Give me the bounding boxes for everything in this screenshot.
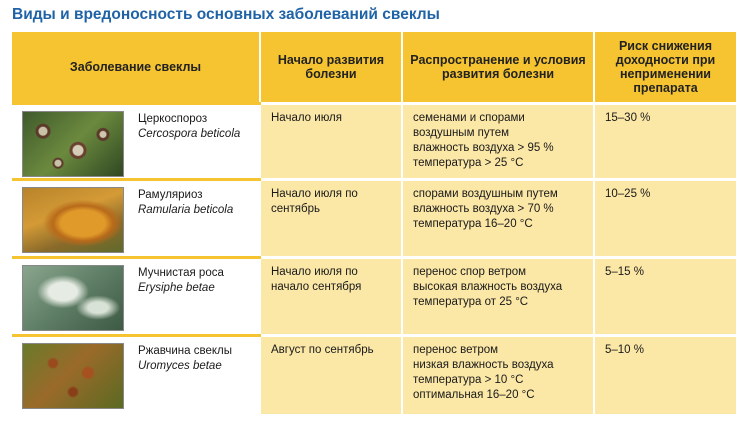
- disease-cell: [12, 180, 260, 258]
- table-row: [12, 336, 736, 414]
- spread-line: температура от 25 °С: [413, 296, 529, 308]
- onset-cell: Начало июля по сентябрь: [260, 180, 402, 258]
- table-header-row: [12, 32, 736, 104]
- disease-name: Мучнистая роса: [138, 267, 224, 279]
- spread-line: температура > 25 °С: [413, 157, 524, 169]
- header-disease: Заболевание свеклы: [12, 32, 260, 104]
- risk-cell: 15–30 %: [594, 104, 736, 180]
- page-title: Виды и вредоносность основных заболеваний свеклы: [12, 6, 440, 23]
- table-row: [12, 258, 736, 336]
- rust-leaf-photo: [22, 343, 124, 409]
- header-risk: Риск снижения доходности при неприменении препарата: [594, 32, 736, 104]
- table-row: [12, 104, 736, 180]
- header-onset: Начало развития болезни: [260, 32, 402, 104]
- onset-cell: Начало июля по начало сентября: [260, 258, 402, 336]
- spread-line: оптимальная 16–20 °С: [413, 389, 535, 401]
- disease-name: Рамуляриоз: [138, 189, 203, 201]
- spread-line: перенос ветром: [413, 344, 499, 356]
- spread-line: влажность воздуха > 95 %: [413, 142, 554, 154]
- header-spread: Распространение и условия развития болезни: [402, 32, 594, 104]
- ramularia-leaf-photo: [22, 187, 124, 253]
- disease-cell: [12, 104, 260, 180]
- spread-cell: [402, 180, 594, 258]
- spread-cell: [402, 258, 594, 336]
- disease-latin-name: Erysiphe betae: [138, 282, 215, 294]
- disease-cell: [12, 258, 260, 336]
- disease-name: Ржавчина свеклы: [138, 345, 232, 357]
- disease-name: Церкоспороз: [138, 113, 208, 125]
- spread-line: перенос спор ветром: [413, 266, 527, 278]
- spread-line: низкая влажность воздуха: [413, 359, 554, 371]
- spread-line: температура > 10 °С: [413, 374, 524, 386]
- risk-cell: 10–25 %: [594, 180, 736, 258]
- powdery-mildew-leaf-photo: [22, 265, 124, 331]
- table-row: [12, 180, 736, 258]
- spread-line: спорами воздушным путем: [413, 188, 558, 200]
- spread-line: высокая влажность воздуха: [413, 281, 563, 293]
- onset-cell: Август по сентябрь: [260, 336, 402, 414]
- spread-cell: [402, 104, 594, 180]
- cercospora-leaf-photo: [22, 111, 124, 177]
- risk-cell: 5–10 %: [594, 336, 736, 414]
- disease-latin-name: Cercospora beticola: [138, 128, 241, 140]
- spread-line: воздушным путем: [413, 127, 510, 139]
- disease-cell: [12, 336, 260, 414]
- diseases-table: [12, 32, 736, 414]
- onset-cell: Начало июля: [260, 104, 402, 180]
- disease-latin-name: Ramularia beticola: [138, 204, 234, 216]
- spread-line: влажность воздуха > 70 %: [413, 203, 554, 215]
- disease-latin-name: Uromyces betae: [138, 360, 222, 372]
- risk-cell: 5–15 %: [594, 258, 736, 336]
- spread-line: температура 16–20 °С: [413, 218, 533, 230]
- spread-cell: [402, 336, 594, 414]
- spread-line: семенами и спорами: [413, 112, 525, 124]
